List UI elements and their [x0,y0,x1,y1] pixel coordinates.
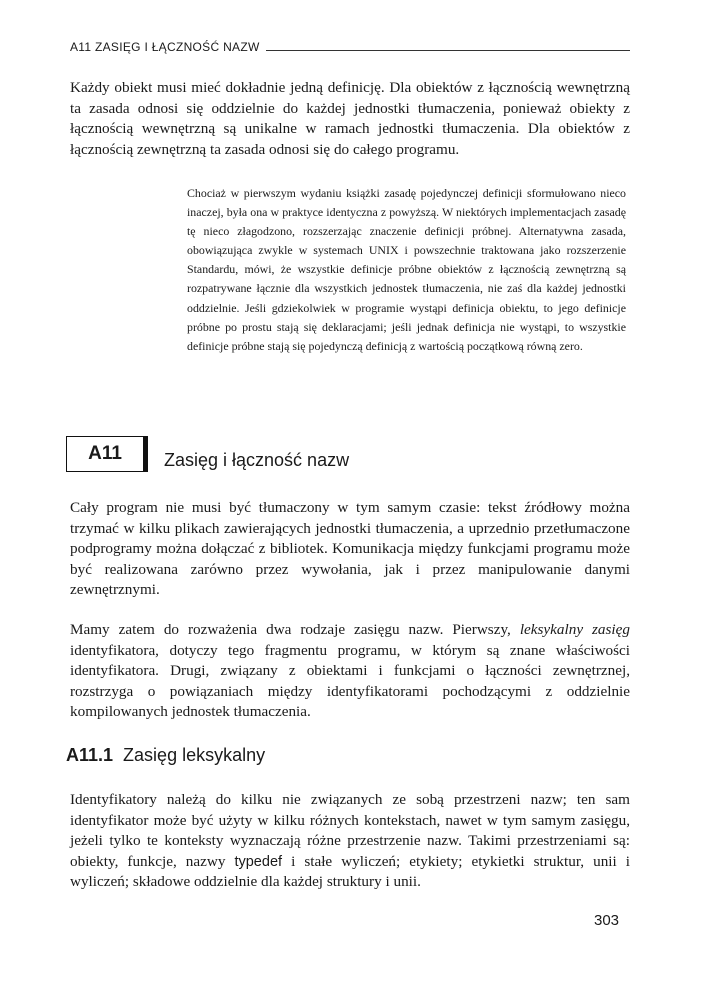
running-head-rule [266,50,630,51]
running-head [70,40,630,54]
page-number: 303 [594,912,620,929]
section-title: Zasięg i łączność nazw [164,449,350,470]
paragraph-program-translation: Cały program nie musi być tłumaczony w tym samym czasie: tekst źródłowy można trzymać w kilku plikach zawierających jednostki tłumaczenia, a uprzednio przetłumaczone podprogramy można dołączać z bibliotek. Komunikacja między funkcjami programu może być realizowana zarówno przez wywołania, jak i przez manipulowanie danymi zewnętrznymi. [70,499,630,599]
paragraph-definitions: Każdy obiekt musi mieć dokładnie jedną definicję. Dla obiektów z łącznością wewnętrzną ta zasada odnosi się oddzielnie do każdej jednostki tłumaczenia, ponieważ obiekty z łącznością wewnętrzną są unikalne w ramach jednostki tłumaczenia. Dla obiektów z łącznością zewnętrzną ta zasada odnosi się do całego programu. [70,79,630,158]
para-4-text-before: Identyfikatory należą do kilku nie związanych ze sobą przestrzeni nazw; ten sam identyfikator może być użyty w kilku różnych kontekstach, nawet w tym samym zasięgu, jeżeli tylko te konteksty wyznaczają różne przestrzenie nazw. Takimi przestrzeniami są: obiekty, funkcje, nazwy [70,791,630,870]
paragraph-namespaces [70,790,630,893]
subsection-header [66,745,265,766]
section-number: A11 [88,443,122,464]
term-lexical-scope: leksykalny zasięg [519,621,630,638]
note-paragraph: Chociaż w pierwszym wydaniu książki zasadę pojedynczej definicji sformułowano nieco inaczej, była ona w praktyce identyczna z powyższą. W niektórych implementacjach zasadę tę nieco złagodzono, rozszerzając znaczenie definicji próbnej. Alternatywna zasada, obowiązująca zwykle w systemach UNIX i powszechnie traktowana jako rozszerzenie Standardu, mówi, że wszystkie definicje próbne obiektów z łącznością zewnętrzną są rozpatrywane łącznie dla wszystkich jednostek tłumaczenia, nie zaś dla każdej jednostki oddzielnie. Jeśli gdziekolwiek w programie wystąpi definicja obiektu, to jego definicje próbne po prostu stają się deklaracjami; jeśli jednak definicja nie wystąpi, to wszystkie definicje próbne stają się pojedynczą definicją z wartością początkową równą zero. [187,186,626,353]
para-3-text-after: identyfikatora, dotyczy tego fragmentu programu, w którym są znane właściwości identyfikatora. Drugi, związany z obiektami i funkcjami o łączności zewnętrznej, rozstrzyga o powiązaniach między identyfikatorami pochodzącymi z oddzielnie kompilowanych jednostek tłumaczenia. [70,641,630,721]
subsection-title: Zasięg leksykalny [123,745,266,765]
para-3-text-before: Mamy zatem do rozważenia dwa rodzaje zasięgu nazw. Pierwszy, [70,621,520,638]
para-4-text-after: i stałe wyliczeń; etykiety; etykietki struktur, unii i wyliczeń; składowe oddzielnie dla każdej struktury i unii. [70,852,631,891]
paragraph-scope-kinds [70,620,630,723]
keyword-typedef: typedef [234,853,283,870]
subsection-number: A11.1 [66,745,114,765]
section-number-box [66,436,148,472]
section-header [66,436,349,472]
running-head-text: A11 ZASIĘG I ŁĄCZNOŚĆ NAZW [70,40,260,54]
